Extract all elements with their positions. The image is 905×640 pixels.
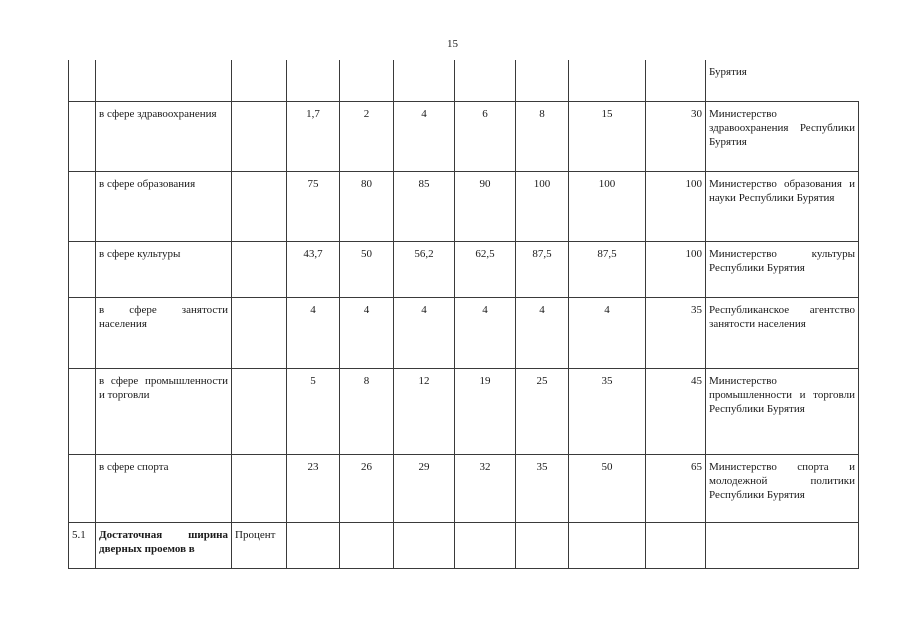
value-cell: 100 [569,171,646,241]
value-cell: 35 [569,368,646,454]
value-cell [394,60,455,101]
indicator-name-cell: в сфере спорта [96,454,232,522]
responsible-cell: Министерство образования и науки Республики Бурятия [706,171,859,241]
value-cell: 100 [516,171,569,241]
unit-cell [232,60,287,101]
table-row [69,368,859,454]
value-cell: 80 [340,171,394,241]
unit-cell [232,297,287,368]
value-cell: 19 [455,368,516,454]
value-cell: 100 [646,171,706,241]
value-cell: 45 [646,368,706,454]
responsible-cell: Министерство спорта и молодежной политики Республики Бурятия [706,454,859,522]
value-cell: 29 [394,454,455,522]
unit-cell [232,101,287,171]
value-cell: 65 [646,454,706,522]
unit-cell [232,454,287,522]
value-cell: 90 [455,171,516,241]
responsible-cell [706,522,859,568]
indicator-name-cell: в сфере образования [96,171,232,241]
value-cell: 87,5 [516,241,569,297]
table-row [69,454,859,522]
value-cell: 4 [516,297,569,368]
value-cell [646,60,706,101]
table-row [69,60,859,101]
unit-cell [232,368,287,454]
value-cell: 4 [569,297,646,368]
row-index-cell [69,241,96,297]
page-number: 15 [447,38,458,50]
row-index-cell [69,171,96,241]
value-cell [287,522,340,568]
row-index-cell [69,101,96,171]
row-index-cell: 5.1 [69,522,96,568]
table-row [69,241,859,297]
row-index-cell [69,368,96,454]
value-cell: 5 [287,368,340,454]
value-cell: 50 [569,454,646,522]
table-row [69,522,859,568]
responsible-cell: Республиканское агентство занятости населения [706,297,859,368]
responsible-cell: Министерство культуры Республики Бурятия [706,241,859,297]
value-cell: 4 [455,297,516,368]
value-cell [646,522,706,568]
value-cell: 35 [646,297,706,368]
value-cell: 25 [516,368,569,454]
value-cell [455,60,516,101]
value-cell: 100 [646,241,706,297]
value-cell: 6 [455,101,516,171]
table-row [69,171,859,241]
indicator-name-cell [96,60,232,101]
value-cell [394,522,455,568]
value-cell: 8 [516,101,569,171]
value-cell: 4 [394,297,455,368]
value-cell: 75 [287,171,340,241]
value-cell [287,60,340,101]
responsible-cell: Министерство здравоохранения Республики Бурятия [706,101,859,171]
unit-cell: Процент [232,522,287,568]
value-cell: 15 [569,101,646,171]
value-cell: 1,7 [287,101,340,171]
value-cell: 4 [394,101,455,171]
value-cell [340,522,394,568]
value-cell: 8 [340,368,394,454]
responsible-cell: Бурятия [706,60,859,101]
unit-cell [232,171,287,241]
value-cell: 43,7 [287,241,340,297]
row-index-cell [69,60,96,101]
indicator-name-cell: в сфере занятости населения [96,297,232,368]
row-index-cell [69,297,96,368]
value-cell: 50 [340,241,394,297]
value-cell [455,522,516,568]
value-cell: 85 [394,171,455,241]
unit-cell [232,241,287,297]
indicator-name-cell: в сфере промышленности и торговли [96,368,232,454]
value-cell: 26 [340,454,394,522]
indicator-name-cell: в сфере здравоохранения [96,101,232,171]
value-cell: 87,5 [569,241,646,297]
indicator-table [68,60,859,569]
table-row [69,101,859,171]
indicator-name-cell: в сфере культуры [96,241,232,297]
value-cell: 12 [394,368,455,454]
value-cell: 62,5 [455,241,516,297]
value-cell [340,60,394,101]
value-cell: 23 [287,454,340,522]
value-cell: 4 [287,297,340,368]
value-cell: 35 [516,454,569,522]
responsible-cell: Министерство промышленности и торговли Республики Бурятия [706,368,859,454]
value-cell: 2 [340,101,394,171]
value-cell: 4 [340,297,394,368]
indicator-name-cell: Достаточная ширина дверных проемов в [96,522,232,568]
value-cell [569,522,646,568]
value-cell: 32 [455,454,516,522]
value-cell [516,522,569,568]
row-index-cell [69,454,96,522]
table-row [69,297,859,368]
value-cell: 30 [646,101,706,171]
value-cell [569,60,646,101]
value-cell: 56,2 [394,241,455,297]
value-cell [516,60,569,101]
